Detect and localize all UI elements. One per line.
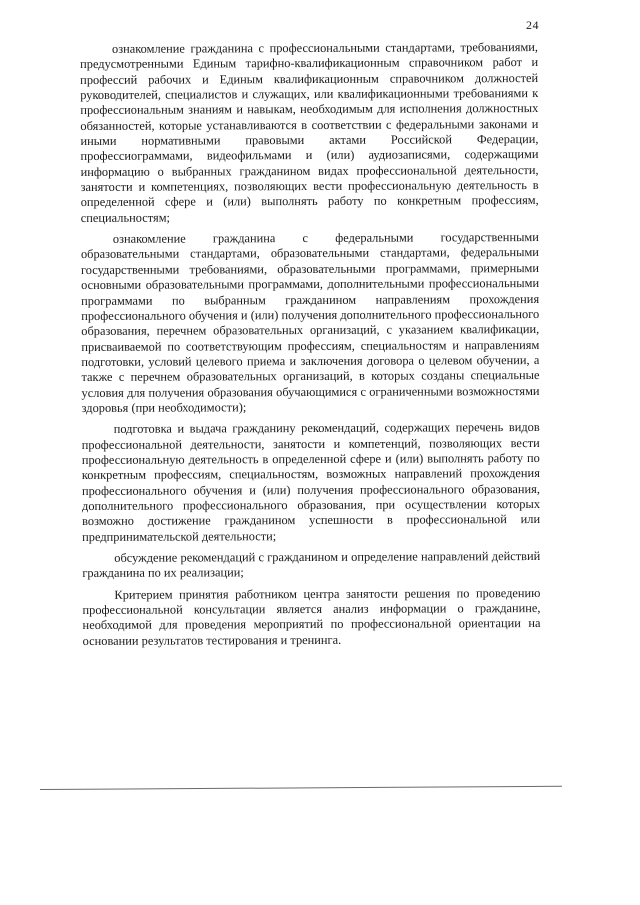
page-number: 24	[526, 18, 539, 32]
paragraph-recommendations-discussion: обсуждение рекомендаций с гражданином и определение направлений действий гражданина по их реализации;	[82, 548, 541, 581]
footer-divider	[40, 786, 562, 790]
paragraph-recommendations-preparation: подготовка и выдача гражданину рекомендаций, содержащих перечень видов профессиональной деятельности, занятости и компетенций, позволяющих вести профессиональную деятельность в определенной сфере и (или) выполнять работу по конкретным профессиям, специальностям, возможных направлений прохождения профессионального обучения и (или) получения профессионального образования, дополнительного профессионального образования, при осуществлении которых возможно достижение гражданином успешности в профессиональной или предпринимательской деятельности;	[81, 420, 541, 544]
paragraph-decision-criterion: Критерием принятия работником центра занятости решения по проведению профессиональной консультации является анализ информации о гражданине, необходимой для проведения мероприятий по профессиональной ориентации на основании результатов тестирования и тренинга.	[82, 585, 541, 648]
paragraph-familiarization-educational-standards: ознакомление гражданина с федеральными государственными образовательными стандартами, образовательными стандартами, федеральными государственными требованиями, образовательными программами, примерными основными образовательными программами, дополнительными профессиональными программами по выбранным гражданином направлениям прохождения профессионального обучения и (или) получения дополнительного профессионального образования, перечнем образовательных организаций, с указанием квалификации, присваиваемой по соответствующим профессиям, специальностям и направлениям подготовки, условий целевого приема и заключения договора о целевом обучении, а также с перечнем образовательных организаций, в которых созданы специальные условия для получения образования обучающимися с ограниченными возможностями здоровья (при необходимости);	[80, 230, 540, 415]
paragraph-familiarization-professional-standards: ознакомление гражданина с профессиональными стандартами, требованиями, предусмотренными Единым тарифно-квалификационным справочником работ и профессий рабочих и Единым квалификационным справочником должностей руководителей, специалистов и служащих, или квалификационными требованиями к профессиональным знаниям и навыкам, необходимым для исполнения должностных обязанностей, которые устанавливаются в соответствии с федеральными законами и иными нормативными правовыми актами Российской Федерации, профессиограммами, видеофильмами и (или) аудиозаписями, содержащими информацию о выбранных гражданином видах профессиональной деятельности, занятости и компетенциях, позволяющих вести профессиональную деятельность в определенной сфере и (или) выполнять работу по конкретным профессиям, специальностям;	[80, 40, 539, 225]
body-text	[80, 40, 541, 649]
